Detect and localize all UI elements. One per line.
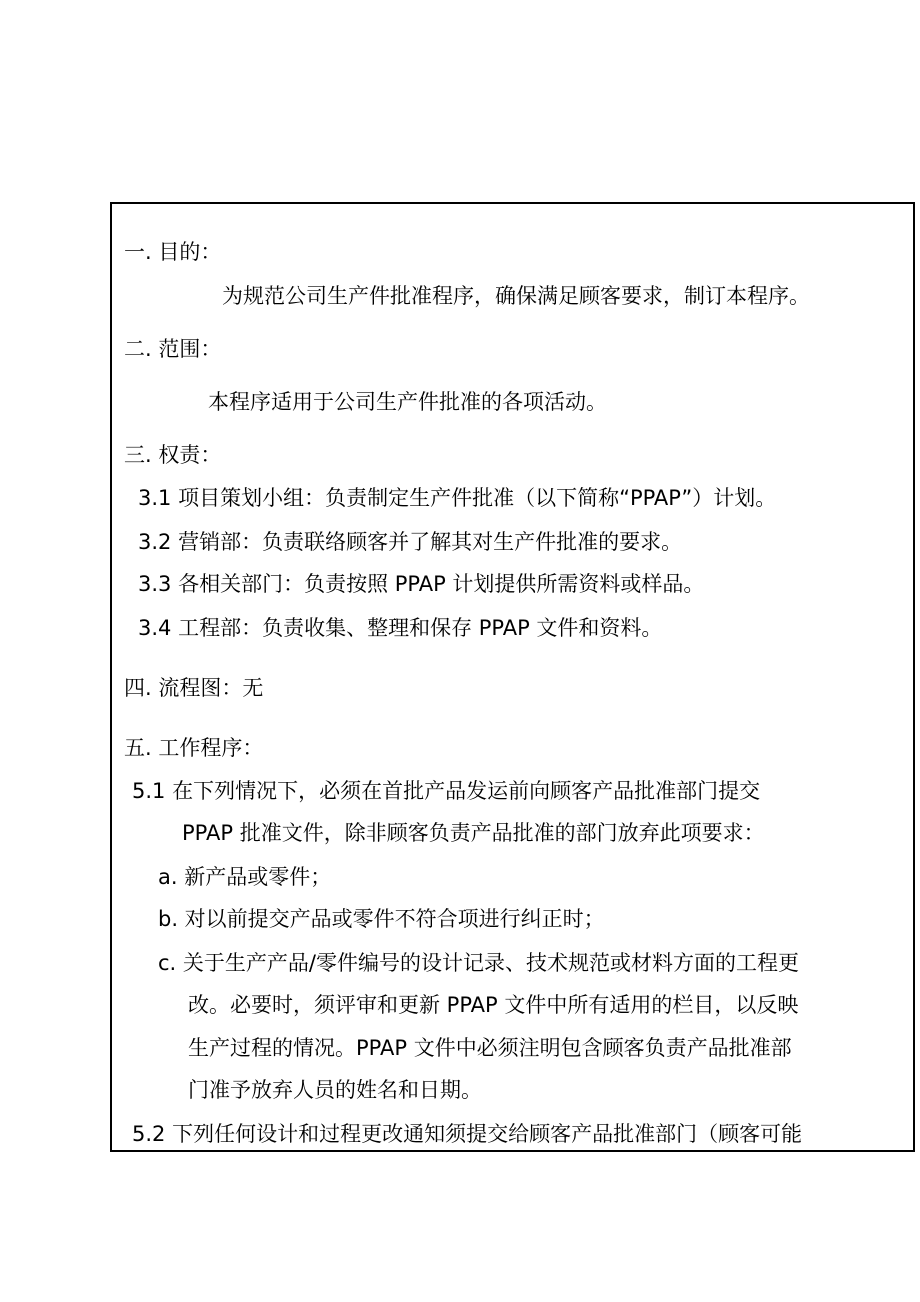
responsibility-heading: 三. 权责：	[124, 443, 222, 467]
procedure-item-c-line: 门准予放弃人员的姓名和日期。	[188, 1078, 482, 1102]
responsibility-item: 3.4 工程部：负责收集、整理和保存 PPAP 文件和资料。	[138, 616, 663, 640]
purpose-text: 为规范公司生产件批准程序，确保满足顾客要求，制订本程序。	[222, 284, 810, 308]
document-frame	[110, 202, 915, 1152]
procedure-item-c-line: 生产过程的情况。PPAP 文件中必须注明包含顾客负责产品批准部	[188, 1036, 792, 1060]
procedure-item-b: b. 对以前提交产品或零件不符合项进行纠正时；	[158, 907, 605, 931]
procedure-item-a: a. 新产品或零件；	[158, 865, 332, 889]
procedure-5-1-line: PPAP 批准文件，除非顾客负责产品批准的部门放弃此项要求：	[182, 821, 765, 845]
flowchart-heading: 四. 流程图：无	[124, 676, 264, 700]
responsibility-item: 3.2 营销部：负责联络顾客并了解其对生产件批准的要求。	[138, 530, 683, 554]
purpose-heading: 一. 目的：	[124, 240, 222, 264]
procedure-5-1-line: 5.1 在下列情况下，必须在首批产品发运前向顾客产品批准部门提交	[132, 779, 761, 803]
scope-text: 本程序适用于公司生产件批准的各项活动。	[208, 390, 607, 414]
procedure-heading: 五. 工作程序：	[124, 736, 264, 760]
procedure-item-c-line: c. 关于生产产品/零件编号的设计记录、技术规范或材料方面的工程更	[158, 951, 799, 975]
responsibility-item: 3.3 各相关部门：负责按照 PPAP 计划提供所需资料或样品。	[138, 572, 705, 596]
scope-heading: 二. 范围：	[124, 337, 222, 361]
procedure-5-2-line: 5.2 下列任何设计和过程更改通知须提交给顾客产品批准部门（顾客可能	[132, 1122, 803, 1146]
procedure-item-c-line: 改。必要时，须评审和更新 PPAP 文件中所有适用的栏目，以反映	[188, 993, 799, 1017]
responsibility-item: 3.1 项目策划小组：负责制定生产件批准（以下简称“PPAP”）计划。	[138, 486, 777, 510]
